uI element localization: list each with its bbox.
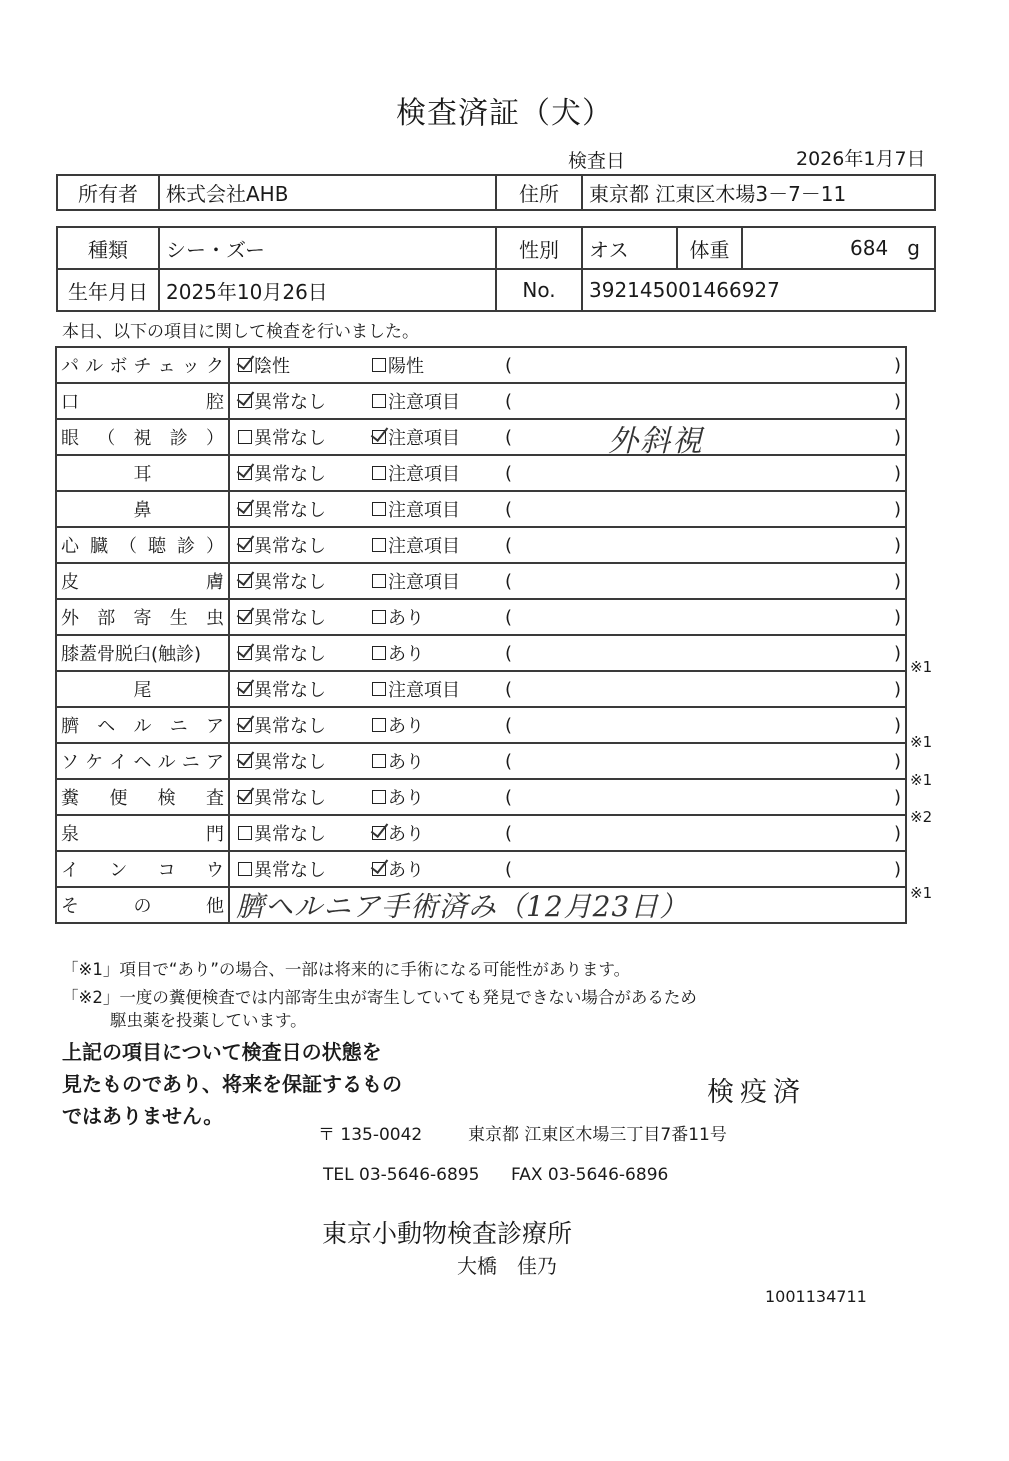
checklist-row [56,491,906,527]
checklist-item-label: 尾 [56,671,229,707]
handwritten-other-note: 臍ヘルニア手術済み（12月23日） [236,890,689,923]
disclaimer-line2: 見たものであり、将来を保証するもの [62,1072,402,1096]
checklist-item-label: ソ ケ イ ヘ ル ニ ア [56,743,229,779]
address-value: 東京都 江東区木場3－7－11 [582,175,935,210]
checked-checkbox-icon[interactable] [238,502,252,516]
comment-paren-close: ) [894,786,902,808]
option-abnormal[interactable]: あり [372,856,506,882]
comment-paren-close: ) [894,390,902,412]
comment-paren-close: ) [894,426,902,448]
owner-label: 所有者 [57,175,159,210]
checkbox-icon[interactable] [372,358,386,372]
comment-paren-close: ) [894,498,902,520]
comment-paren-open: ( [505,642,513,664]
checked-checkbox-icon[interactable] [238,574,252,588]
option-normal[interactable]: 異常なし [230,640,372,666]
disclaimer-line3: ではありません。 [62,1104,224,1128]
document-title: 検査済証（犬） [396,96,613,131]
comment-paren-close: ) [894,534,902,556]
comment-paren-open: ( [505,714,513,736]
checkbox-icon[interactable] [372,754,386,768]
option-abnormal[interactable]: あり [372,748,506,774]
checked-checkbox-icon[interactable] [238,682,252,696]
option-abnormal[interactable]: 注意項目 [372,424,506,450]
comment-paren-open: ( [505,606,513,628]
checked-checkbox-icon[interactable] [238,466,252,480]
checkbox-icon[interactable] [372,394,386,408]
checkbox-icon[interactable] [372,610,386,624]
option-abnormal[interactable]: あり [372,784,506,810]
option-normal[interactable]: 異常なし [230,784,372,810]
option-normal[interactable]: 異常なし [230,424,372,450]
option-normal[interactable]: 異常なし [230,748,372,774]
checklist-row [56,419,906,455]
checklist-result-cell [229,815,906,851]
checklist-row [56,455,906,491]
no-value: 392145001466927 [582,269,935,311]
weight-value: 684 [850,236,889,260]
checklist-table [55,346,907,924]
comment-paren-close: ) [894,462,902,484]
checkbox-icon[interactable] [238,862,252,876]
comment-paren-open: ( [505,354,513,376]
comment-paren-close: ) [894,858,902,880]
weight-unit: g [907,236,920,260]
checked-checkbox-icon[interactable] [238,646,252,660]
comment-paren-close: ) [894,606,902,628]
checked-checkbox-icon[interactable] [238,754,252,768]
checklist-row [56,635,906,671]
checklist-result-cell [229,671,906,707]
checkbox-icon[interactable] [238,826,252,840]
comment-paren-open: ( [505,786,513,808]
option-normal[interactable]: 異常なし [230,568,372,594]
pet-table [56,226,936,312]
option-normal[interactable]: 異常なし [230,820,372,846]
weight-cell [742,227,935,269]
clinic-postal-code: 〒 135-0042 [318,1125,423,1145]
comment-paren-open: ( [505,570,513,592]
breed-value: シー・ズー [159,227,496,269]
disclaimer-line1: 上記の項目について検査日の状態を [62,1040,382,1064]
checked-checkbox-icon[interactable] [238,790,252,804]
option-abnormal[interactable]: 注意項目 [372,532,506,558]
checklist-row [56,563,906,599]
checklist-item-label: 心 臓 （ 聴 診 ） [56,527,229,563]
handwritten-comment: 外斜視 [608,424,704,455]
birth-label: 生年月日 [57,269,159,311]
checklist-result-cell [229,851,906,887]
checklist-result-cell [229,707,906,743]
comment-paren-open: ( [505,750,513,772]
comment-paren-open: ( [505,678,513,700]
option-abnormal[interactable]: 注意項目 [372,496,506,522]
footnote-reference-mark: ※2 [910,808,933,827]
checked-checkbox-icon[interactable] [238,538,252,552]
option-normal[interactable]: 異常なし [230,460,372,486]
checklist-result-cell [229,455,906,491]
clinic-name: 東京小動物検査診療所 [322,1219,573,1248]
option-normal[interactable]: 異常なし [230,856,372,882]
checkbox-icon[interactable] [372,538,386,552]
checklist-row [56,743,906,779]
address-label: 住所 [496,175,582,210]
checklist-result-cell [229,635,906,671]
checked-checkbox-icon[interactable] [238,394,252,408]
exam-date-label: 検査日 [568,150,626,172]
comment-paren-close: ) [894,750,902,772]
veterinarian-name: 大橋 佳乃 [457,1254,557,1278]
option-abnormal[interactable]: 注意項目 [372,568,506,594]
footnote-1: 「※1」項目で“あり”の場合、一部は将来的に手術になる可能性があります。 [62,960,631,979]
breed-label: 種類 [57,227,159,269]
option-normal[interactable]: 異常なし [230,604,372,630]
checklist-item-label: イ ン コ ウ [56,851,229,887]
checklist-result-cell [229,383,906,419]
option-normal[interactable]: 異常なし [230,712,372,738]
checklist-item-label: 糞 便 検 査 [56,779,229,815]
footnote-2-line2: 駆虫薬を投薬しています。 [110,1011,307,1030]
option-normal[interactable]: 陰性 [230,352,372,378]
checklist-item-label: 鼻 [56,491,229,527]
option-abnormal[interactable]: 注意項目 [372,676,506,702]
checklist-result-cell [229,779,906,815]
checklist-row [56,527,906,563]
clinic-fax: FAX 03-5646-6896 [511,1165,669,1185]
owner-table [56,174,936,211]
comment-paren-close: ) [894,570,902,592]
birth-value: 2025年10月26日 [159,269,496,311]
quarantine-stamp: 検疫済 [707,1077,806,1108]
footnote-reference-mark: ※1 [910,883,933,902]
checkbox-icon[interactable] [372,646,386,660]
option-abnormal[interactable]: あり [372,820,506,846]
checklist-result-cell [229,491,906,527]
checklist-row [56,383,906,419]
comment-paren-close: ) [894,642,902,664]
checklist-result-cell [229,563,906,599]
option-normal[interactable]: 異常なし [230,532,372,558]
checklist-item-label: 臍 ヘ ル ニ ア [56,707,229,743]
comment-paren-open: ( [505,858,513,880]
footnote-reference-mark: ※1 [910,770,933,789]
document-number: 1001134711 [765,1287,867,1306]
checklist-result-cell [229,527,906,563]
checklist-result-cell [229,347,906,383]
checkbox-icon[interactable] [372,466,386,480]
checked-checkbox-icon[interactable] [238,358,252,372]
checklist-row [56,347,906,383]
checklist-result-cell [229,419,906,455]
option-normal[interactable]: 異常なし [230,496,372,522]
clinic-address: 東京都 江東区木場三丁目7番11号 [468,1125,727,1145]
disclaimer [62,1036,402,1132]
clinic-tel: TEL 03-5646-6895 [323,1165,480,1185]
checked-checkbox-icon[interactable] [372,862,386,876]
footnote-2-line1: 「※2」一度の糞便検査では内部寄生虫が寄生していても発見できない場合があるため [62,988,697,1007]
option-abnormal[interactable]: あり [372,604,506,630]
checkbox-icon[interactable] [372,574,386,588]
exam-date-value: 2026年1月7日 [796,148,926,170]
checklist-result-cell [229,743,906,779]
weight-label: 体重 [677,227,742,269]
checklist-row [56,815,906,851]
checked-checkbox-icon[interactable] [238,610,252,624]
checklist-result-cell [229,599,906,635]
checklist-row [56,599,906,635]
footnote-reference-mark: ※1 [910,657,933,676]
checkbox-icon[interactable] [372,718,386,732]
checked-checkbox-icon[interactable] [372,430,386,444]
checklist-item-label: そ の 他 [56,887,229,923]
option-normal[interactable]: 異常なし [230,676,372,702]
checklist-item-label: 泉 門 [56,815,229,851]
no-label: No. [496,269,582,311]
owner-value: 株式会社AHB [159,175,496,210]
checkbox-icon[interactable] [372,502,386,516]
checklist-row [56,707,906,743]
comment-paren-close: ) [894,678,902,700]
checklist-row [56,851,906,887]
checklist-item-label: 眼 （ 視 診 ） [56,419,229,455]
comment-paren-open: ( [505,462,513,484]
comment-paren-open: ( [505,426,513,448]
other-notes-cell [229,887,906,923]
checked-checkbox-icon[interactable] [372,826,386,840]
option-abnormal[interactable]: 注意項目 [372,460,506,486]
checkbox-icon[interactable] [238,430,252,444]
checklist-item-label: 膝蓋骨脱臼(触診) [56,635,229,671]
comment-paren-open: ( [505,390,513,412]
comment-paren-close: ) [894,354,902,376]
comment-paren-close: ) [894,714,902,736]
option-abnormal[interactable]: 注意項目 [372,388,506,414]
checked-checkbox-icon[interactable] [238,718,252,732]
option-abnormal[interactable]: あり [372,712,506,738]
option-abnormal[interactable]: あり [372,640,506,666]
checklist-row [56,779,906,815]
sex-label: 性別 [496,227,582,269]
checklist-row-other [56,887,906,923]
footnote-reference-mark: ※1 [910,733,933,751]
checkbox-icon[interactable] [372,790,386,804]
checklist-row [56,671,906,707]
sex-value: オス [582,227,677,269]
checklist-item-label: 耳 [56,455,229,491]
comment-paren-open: ( [505,822,513,844]
checklist-item-label: 口 腔 [56,383,229,419]
checklist-item-label: 外 部 寄 生 虫 [56,599,229,635]
checklist-item-label: 皮 膚 [56,563,229,599]
option-abnormal[interactable]: 陽性 [372,352,506,378]
intro-text: 本日、以下の項目に関して検査を行いました。 [62,322,419,342]
checkbox-icon[interactable] [372,682,386,696]
option-normal[interactable]: 異常なし [230,388,372,414]
comment-paren-close: ) [894,822,902,844]
comment-paren-open: ( [505,534,513,556]
checklist-item-label: パ ル ボ チ ェ ッ ク [56,347,229,383]
comment-paren-open: ( [505,498,513,520]
